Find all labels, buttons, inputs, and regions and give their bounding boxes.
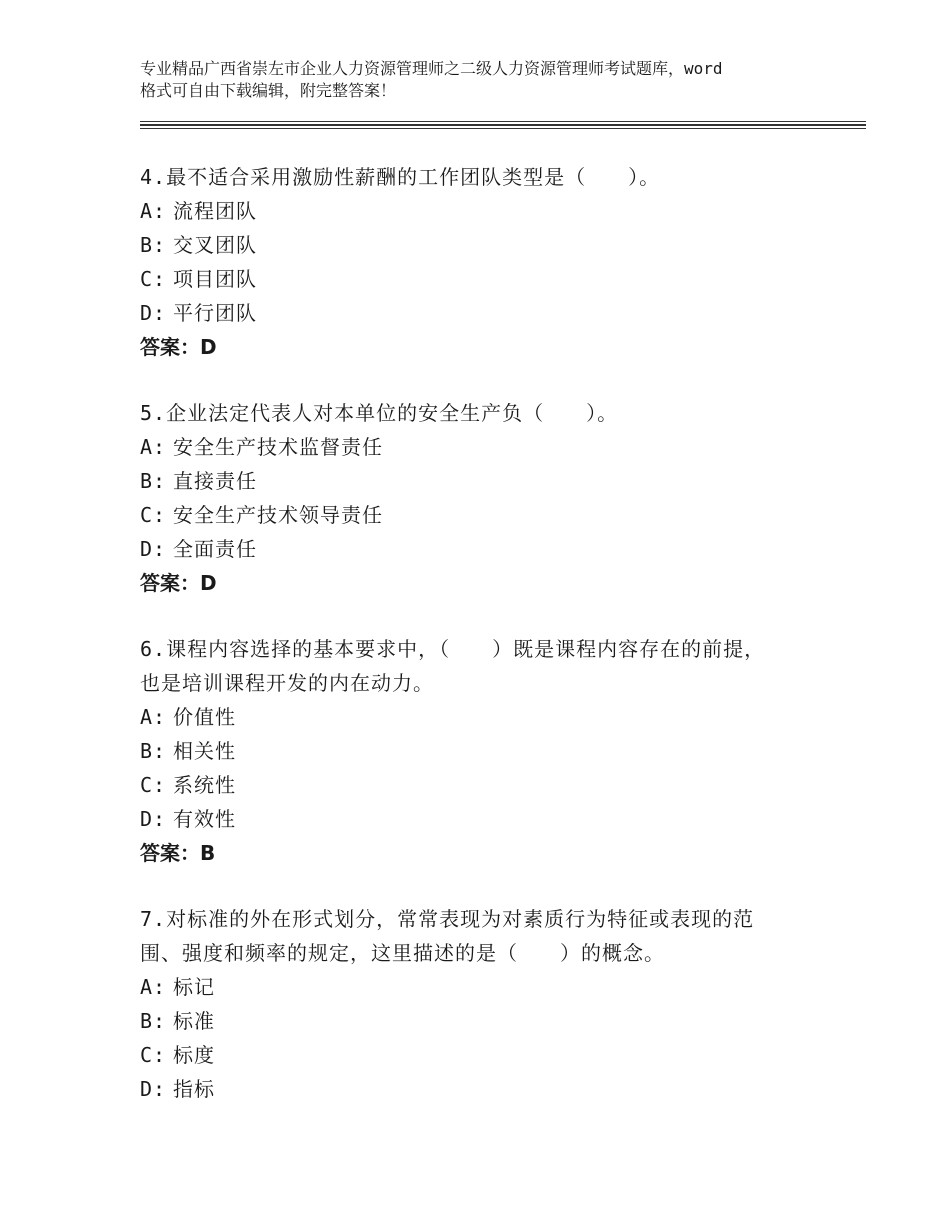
option-text: 指标 bbox=[173, 1077, 215, 1101]
question-6 bbox=[140, 632, 860, 870]
option-text: 项目团队 bbox=[173, 267, 257, 291]
header-divider-bottom bbox=[140, 128, 866, 129]
option-key: C: bbox=[140, 773, 167, 797]
option-key: A: bbox=[140, 435, 167, 459]
header-line-2: 格式可自由下载编辑，附完整答案！ bbox=[140, 81, 397, 100]
option-text: 交叉团队 bbox=[173, 233, 257, 257]
document-header bbox=[140, 58, 840, 102]
option-key: B: bbox=[140, 469, 167, 493]
option-key: D: bbox=[140, 807, 167, 831]
option-b bbox=[140, 228, 860, 262]
question-4 bbox=[140, 160, 860, 364]
option-a bbox=[140, 700, 860, 734]
option-text: 系统性 bbox=[173, 773, 236, 797]
option-c bbox=[140, 498, 860, 532]
question-stem-continued: 也是培训课程开发的内在动力。 bbox=[140, 671, 434, 695]
option-key: B: bbox=[140, 739, 167, 763]
option-text: 标准 bbox=[173, 1009, 215, 1033]
option-text: 标度 bbox=[173, 1043, 215, 1067]
answer-label: 答案：B bbox=[140, 841, 216, 865]
question-7 bbox=[140, 902, 860, 1106]
question-stem: 7.对标准的外在形式划分，常常表现为对素质行为特征或表现的范 bbox=[140, 907, 755, 931]
option-key: C: bbox=[140, 267, 167, 291]
header-divider-middle bbox=[140, 124, 866, 126]
option-key: B: bbox=[140, 233, 167, 257]
option-key: D: bbox=[140, 301, 167, 325]
question-stem: 5.企业法定代表人对本单位的安全生产负（ ）。 bbox=[140, 401, 619, 425]
option-key: D: bbox=[140, 1077, 167, 1101]
option-text: 有效性 bbox=[173, 807, 236, 831]
option-key: A: bbox=[140, 975, 167, 999]
question-5 bbox=[140, 396, 860, 600]
answer-label: 答案：D bbox=[140, 335, 217, 359]
option-key: B: bbox=[140, 1009, 167, 1033]
option-b bbox=[140, 464, 860, 498]
option-text: 标记 bbox=[173, 975, 215, 999]
option-text: 平行团队 bbox=[173, 301, 257, 325]
option-c bbox=[140, 768, 860, 802]
answer-label: 答案：D bbox=[140, 571, 217, 595]
option-text: 价值性 bbox=[173, 705, 236, 729]
option-text: 安全生产技术领导责任 bbox=[173, 503, 383, 527]
option-a bbox=[140, 970, 860, 1004]
option-key: C: bbox=[140, 503, 167, 527]
option-a bbox=[140, 430, 860, 464]
question-stem: 6.课程内容选择的基本要求中，（ ）既是课程内容存在的前提， bbox=[140, 637, 766, 661]
option-text: 直接责任 bbox=[173, 469, 257, 493]
header-line-1: 专业精品广西省崇左市企业人力资源管理师之二级人力资源管理师考试题库，word bbox=[140, 59, 723, 78]
question-stem-continued: 围、强度和频率的规定，这里描述的是（ ）的概念。 bbox=[140, 941, 665, 965]
question-list bbox=[140, 160, 860, 1138]
option-key: A: bbox=[140, 705, 167, 729]
question-stem: 4.最不适合采用激励性薪酬的工作团队类型是（ ）。 bbox=[140, 165, 661, 189]
option-d bbox=[140, 296, 860, 330]
option-key: A: bbox=[140, 199, 167, 223]
option-d bbox=[140, 802, 860, 836]
option-c bbox=[140, 1038, 860, 1072]
option-key: C: bbox=[140, 1043, 167, 1067]
option-text: 相关性 bbox=[173, 739, 236, 763]
option-b bbox=[140, 734, 860, 768]
header-divider-top bbox=[140, 121, 866, 122]
option-d bbox=[140, 532, 860, 566]
option-c bbox=[140, 262, 860, 296]
option-text: 安全生产技术监督责任 bbox=[173, 435, 383, 459]
option-a bbox=[140, 194, 860, 228]
option-key: D: bbox=[140, 537, 167, 561]
option-text: 流程团队 bbox=[173, 199, 257, 223]
option-b bbox=[140, 1004, 860, 1038]
option-text: 全面责任 bbox=[173, 537, 257, 561]
option-d bbox=[140, 1072, 860, 1106]
